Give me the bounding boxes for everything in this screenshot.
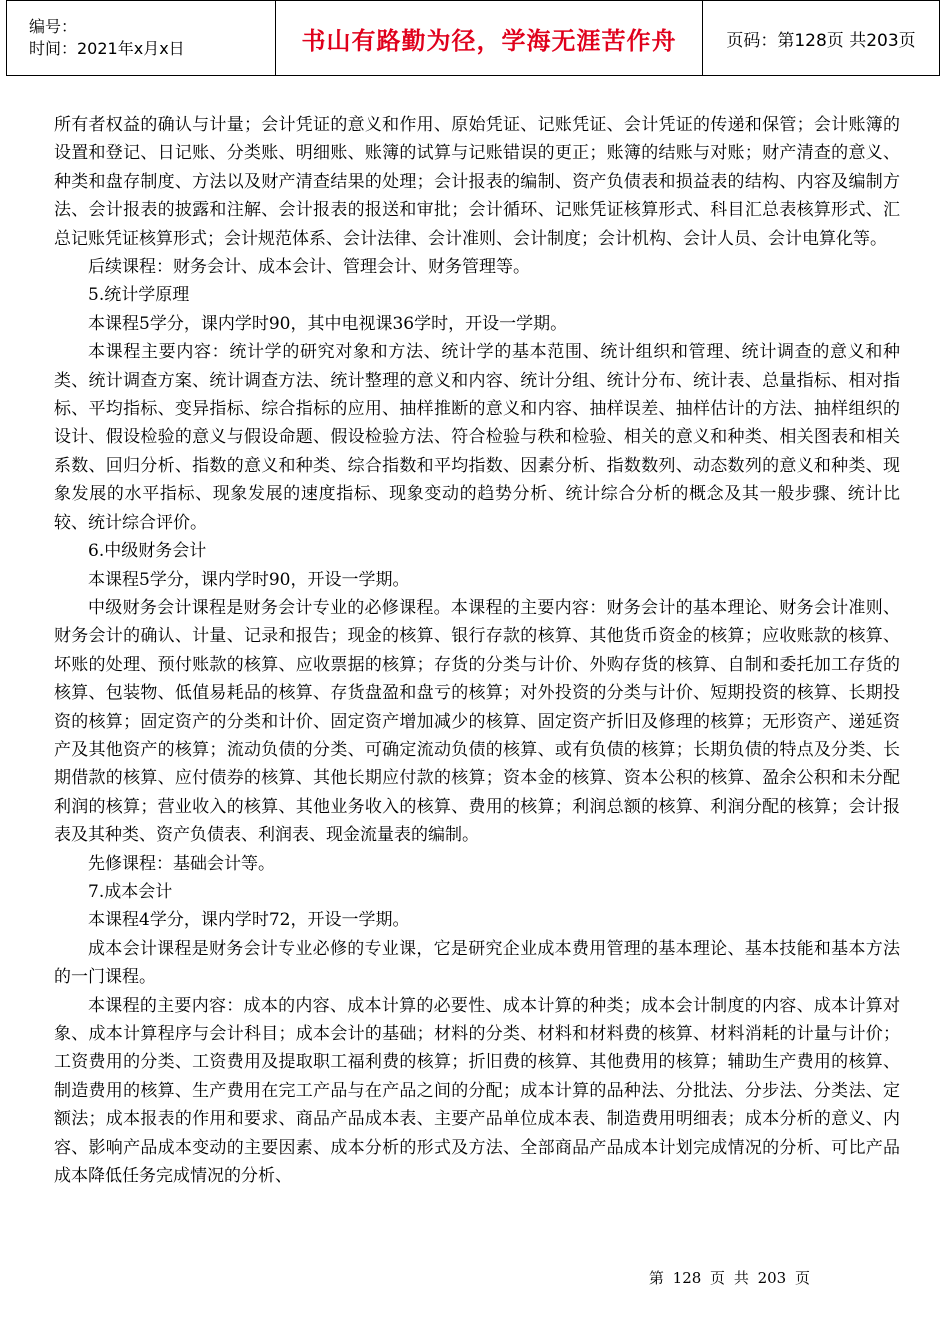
header-page-info: 页码：第128页 共203页 bbox=[703, 1, 940, 76]
paragraph: 后续课程：财务会计、成本会计、管理会计、财务管理等。 bbox=[88, 257, 530, 278]
paragraph: 本课程4学分，课内学时72，开设一学期。 bbox=[88, 910, 410, 931]
header-meta bbox=[7, 1, 276, 76]
section-heading: 5.统计学原理 bbox=[88, 285, 190, 306]
paragraph: 先修课程：基础会计等。 bbox=[88, 853, 275, 874]
paragraph: 本课程主要内容：统计学的研究对象和方法、统计学的基本范围、统计组织和管理、统计调查的意义和种类、统计调查方案、统计调查方法、统计整理的意义和内容、统计分组、统计分布、统计表、总量指标、相对指标、平均指标、变异指标、综合指标的应用、抽样推断的意义和内容、抽样误差、抽样估计的方法、抽样组织的设计、假设检验的意义与假设命题、假设检验方法、符合检验与秩和检验、相关的意义和种类、相关图表和相关系数、回归分析、指数的意义和种类、综合指数和平均指数、因素分析、指数数列、动态数列的意义和种类、现象发展的水平指标、现象发展的速度指标、现象变动的趋势分析、统计综合分析的概念及其一般步骤、统计比较、统计综合评价。 bbox=[54, 342, 900, 533]
paragraph: 成本会计课程是财务会计专业必修的专业课，它是研究企业成本费用管理的基本理论、基本技能和基本方法的一门课程。 bbox=[54, 938, 900, 988]
page-footer: 第 128 页 共 203 页 bbox=[648, 1269, 810, 1287]
document-number-label: 编号： bbox=[29, 17, 78, 36]
header-motto: 书山有路勤为径，学海无涯苦作舟 bbox=[276, 1, 703, 76]
paragraph: 中级财务会计课程是财务会计专业的必修课程。本课程的主要内容：财务会计的基本理论、财务会计准则、财务会计的确认、计量、记录和报告；现金的核算、银行存款的核算、其他货币资金的核算；应收账款的核算、坏账的处理、预付账款的核算、应收票据的核算；存货的分类与计价、外购存货的核算、自制和委托加工存货的核算、包装物、低值易耗品的核算、存货盘盈和盘亏的核算；对外投资的分类与计价、短期投资的核算、长期投资的核算；固定资产的分类和计价、固定资产增加减少的核算、固定资产折旧及修理的核算；无形资产、递延资产及其他资产的核算；流动负债的分类、可确定流动负债的核算、或有负债的核算；长期负债的特点及分类、长期借款的核算、应付债券的核算、其他长期应付款的核算；资本金的核算、资本公积的核算、盈余公积和未分配利润的核算；营业收入的核算、其他业务收入的核算、费用的核算；利润总额的核算、利润分配的核算；会计报表及其种类、资产负债表、利润表、现金流量表的编制。 bbox=[54, 597, 900, 846]
paragraph: 所有者权益的确认与计量；会计凭证的意义和作用、原始凭证、记账凭证、会计凭证的传递和保管；会计账簿的设置和登记、日记账、分类账、明细账、账簿的试算与记账错误的更正；账簿的结账与对账；财产清查的意义、种类和盘存制度、方法以及财产清查结果的处理；会计报表的编制、资产负债表和损益表的结构、内容及编制方法、会计报表的披露和注解、会计报表的报送和审批；会计循环、记账凭证核算形式、科目汇总表核算形式、汇总记账凭证核算形式；会计规范体系、会计法律、会计准则、会计制度；会计机构、会计人员、会计电算化等。 bbox=[54, 115, 900, 249]
section-heading: 6.中级财务会计 bbox=[88, 541, 207, 562]
page-header bbox=[6, 0, 940, 76]
document-body bbox=[54, 111, 900, 1190]
section-heading: 7.成本会计 bbox=[88, 881, 173, 902]
paragraph: 本课程5学分，课内学时90，开设一学期。 bbox=[88, 569, 410, 590]
document-time: 时间：2021年x月x日 bbox=[29, 39, 185, 58]
paragraph: 本课程5学分，课内学时90，其中电视课36学时，开设一学期。 bbox=[88, 313, 568, 334]
paragraph: 本课程的主要内容：成本的内容、成本计算的必要性、成本计算的种类；成本会计制度的内容、成本计算对象、成本计算程序与会计科目；成本会计的基础；材料的分类、材料和材料费的核算、材料消耗的计量与计价；工资费用的分类、工资费用及提取职工福利费的核算；折旧费的核算、其他费用的核算；辅助生产费用的核算、制造费用的核算、生产费用在完工产品与在产品之间的分配；成本计算的品种法、分批法、分步法、分类法、定额法；成本报表的作用和要求、商品产品成本表、主要产品单位成本表、制造费用明细表；成本分析的意义、内容、影响产品成本变动的主要因素、成本分析的形式及方法、全部商品产品成本计划完成情况的分析、可比产品成本降低任务完成情况的分析、 bbox=[54, 995, 900, 1187]
